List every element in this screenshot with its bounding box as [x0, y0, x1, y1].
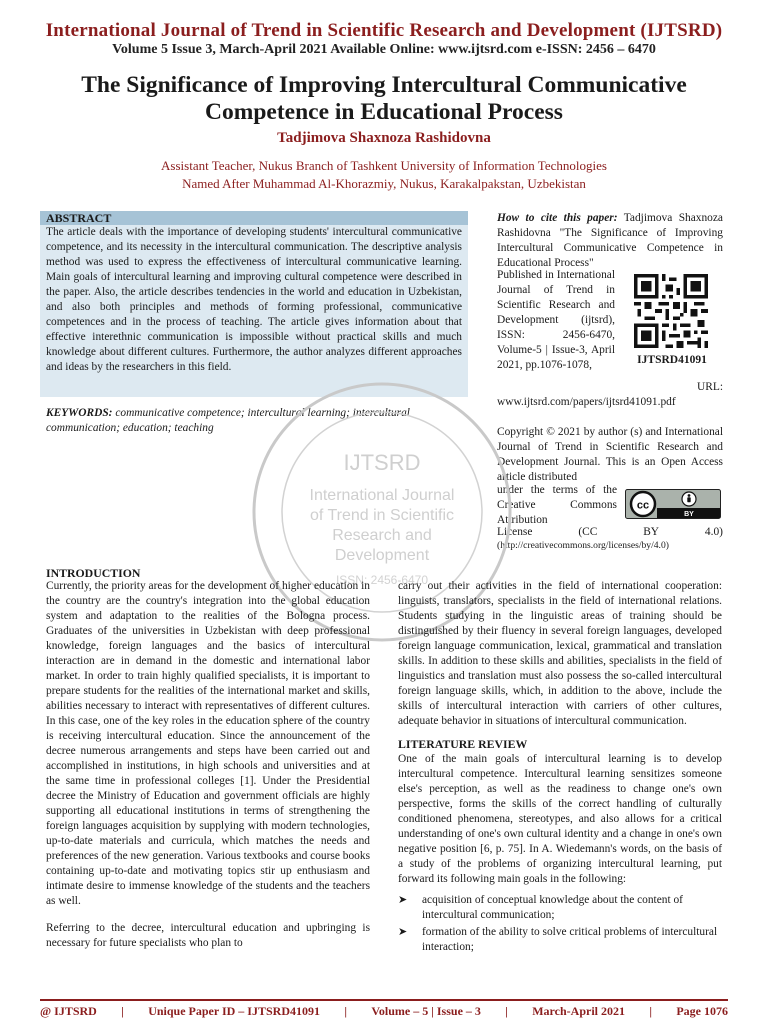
qr-code-icon	[632, 274, 710, 348]
citation-url: www.ijtsrd.com/papers/ijtsrd41091.pdf	[497, 396, 676, 408]
keywords-text: communicative competence; intercultural learning; intercultural communication; education; teaching	[46, 407, 410, 434]
list-item	[398, 925, 722, 955]
keywords-label: KEYWORDS:	[46, 407, 113, 419]
introduction-heading: INTRODUCTION	[46, 566, 141, 580]
affiliation-line-2: Named After Muhammad Al-Khorazmiy, Nukus, Karakalpakstan, Uzbekistan	[182, 176, 586, 191]
arrow-bullet-icon: ➤	[398, 894, 408, 906]
abstract-text: The article deals with the importance of developing students' intercultural communicative competence, and its necessity in the intercultural communication. The descriptive analysis method was used to express the effectiveness of intercultural communicative learning. Main goals of intercultural learning and improving cultural competence were described in the paper. Also, the article describes tendencies in the world and education in Uzbekistan, and also both principles and methods of forming professional, communicative competences and in the process of teaching. The article gives information about that effective interethnic communication is impossible without practical skills and much knowledge about different cultures. Furthermore, the author analyzes different approaches and ideas by the researchers in this field.	[40, 225, 468, 397]
author-name: Tadjimova Shaxnoza Rashidovna	[277, 130, 491, 146]
footer-page-number: Page 1076	[676, 1003, 728, 1018]
watermark-brand: IJTSRD	[343, 450, 421, 475]
license-text: under the terms of the Creative Commons Attribution	[497, 484, 617, 526]
citation-body: Published in International Journal of Trend in Scientific Research and Development (ijtsrd), ISSN: 2456-6470, Volume-5 | Issue-3, April 2021, pp.1076-1078,	[497, 269, 615, 371]
literature-review-paragraph: One of the main goals of intercultural learning is to develop intercultural competence. Intercultural learning sensitizes someone else's perception, as well as the readiness to change one's own perspective, forms the skills of the correct handling of culturally conditioned phenomena, stereotypes, and also allows for a critical understanding of one's own cultural identity and a change in one's own negative position [6, p. 75]. In A. Wiedemann's words, on the basis of a study of the problems of organizing intercultural learning, put forward its following main goals in the following:	[398, 753, 722, 885]
svg-text:BY: BY	[684, 511, 694, 518]
footer-publisher: @ IJTSRD	[40, 1003, 97, 1018]
license-url: (http://creativecommons.org/licenses/by/4.0)	[497, 540, 669, 551]
abstract-heading: ABSTRACT	[40, 211, 468, 225]
watermark-line-4: Development	[334, 547, 430, 564]
citation-label: How to cite this paper:	[497, 212, 618, 224]
paper-title: The Significance of Improving Intercultural Communicative Competence in Educational Process	[81, 72, 687, 125]
watermark-line-1: International Journal	[309, 487, 455, 504]
footer-separator: |	[505, 1003, 508, 1018]
footer-separator: |	[649, 1003, 652, 1018]
affiliation-line-1: Assistant Teacher, Nukus Branch of Tashkent University of Information Technologies	[161, 158, 607, 173]
introduction-paragraph-2: Referring to the decree, intercultural education and upbringing is necessary for future specialists who plan to	[46, 922, 370, 949]
copyright-text: Copyright © 2021 by author (s) and International Journal of Trend in Scientific Research and Development Journal. This is an Open Access article distributed	[497, 426, 723, 483]
arrow-bullet-icon: ➤	[398, 926, 408, 938]
footer-volume: Volume – 5 | Issue – 3	[371, 1003, 481, 1018]
keywords	[46, 406, 472, 436]
journal-issue-line: Volume 5 Issue 3, March-April 2021 Available Online: www.ijtsrd.com e-ISSN: 2456 – 6470	[112, 42, 656, 57]
footer-separator: |	[121, 1003, 124, 1018]
svg-text:cc: cc	[636, 499, 650, 512]
list-item-text: acquisition of conceptual knowledge about the content of intercultural communication;	[422, 894, 683, 921]
affiliation	[0, 157, 768, 193]
list-item	[398, 893, 722, 923]
list-item-text: formation of the ability to solve critical problems of intercultural interaction;	[422, 926, 718, 953]
citation-intro-text: Tadjimova Shaxnoza Rashidovna "The Significance of Improving Intercultural Communicative Competence in Educational Process"	[497, 212, 723, 269]
footer-paper-id: Unique Paper ID – IJTSRD41091	[148, 1003, 320, 1018]
paper-id-label: IJTSRD41091	[637, 354, 707, 366]
footer-separator: |	[344, 1003, 347, 1018]
watermark-issn: ISSN: 2456-6470	[335, 573, 429, 587]
body-left-column	[46, 579, 370, 951]
footer-rule	[40, 999, 728, 1001]
introduction-continuation: carry out their activities in the field of international cooperation: linguists, translators, specialists in the field of international relations. Students studying in the linguistic areas of training should be distinguished by their fluency in several foreign languages, developed foreign language communication, lexical, grammatical and translation skills. In addition to these skills and abilities, specialists in the field of linguistics and translation must also possess the so-called intercultural foreign language skills, which, in addition to the above, include the skills of intercultural interaction with carriers of other cultures, adequate behavior in situations of intercultural communication.	[398, 580, 722, 727]
license-row	[497, 525, 723, 540]
footer-date: March-April 2021	[532, 1003, 625, 1018]
goals-list	[398, 893, 722, 955]
license-version: 4.0)	[704, 526, 723, 538]
watermark-line-3: Research and	[332, 527, 432, 544]
cc-by-license-icon	[625, 489, 721, 519]
license-word: License	[497, 526, 533, 538]
watermark-line-2: of Trend in Scientific	[309, 507, 455, 524]
citation-url-label: URL:	[697, 381, 723, 393]
citation-url-block	[497, 380, 723, 410]
introduction-paragraph-1: Currently, the priority areas for the development of higher education in the country are the country's integration into the global education system and adaptation to the realities of the Bologna process. Graduates of the universities in Uzbekistan with deep professional knowledge, foreign languages and the basics of intercultural interaction are in demand in the domestic and international labor market. In order to train highly qualified specialists, it is important to prepare students for the realities of the international market and skills, abilities necessary to interact with representatives of different cultures. In this case, one of the key roles in the education sphere of the country is receiving intercultural education. Since the announcement of the decree numerous arrangements and steps have been carried out and accomplished in institutions, in high schools and universities and at the same time in professional colleges [1]. Under the Presidential decree the Ministry of Education and government officials are highly supporting all educational institutions in terms of strengthening the foreign languages acquisition by supplying with modern technologies, up-to-date materials and curricula, which matches the needs and preferences of the new generation. Various textbooks and course books containing up-to-date and motivating topics stir up enthusiasm and intimate desire to immense knowledge of the students and the teachers as well.	[46, 580, 370, 907]
body-right-column	[398, 579, 722, 957]
license-by: BY	[643, 526, 660, 538]
page-footer	[40, 1003, 728, 1019]
literature-review-heading: LITERATURE REVIEW	[398, 737, 528, 751]
license-cc: (CC	[578, 526, 598, 538]
journal-name: International Journal of Trend in Scientific Research and Development (IJTSRD)	[45, 20, 723, 41]
citation-intro	[497, 211, 723, 271]
